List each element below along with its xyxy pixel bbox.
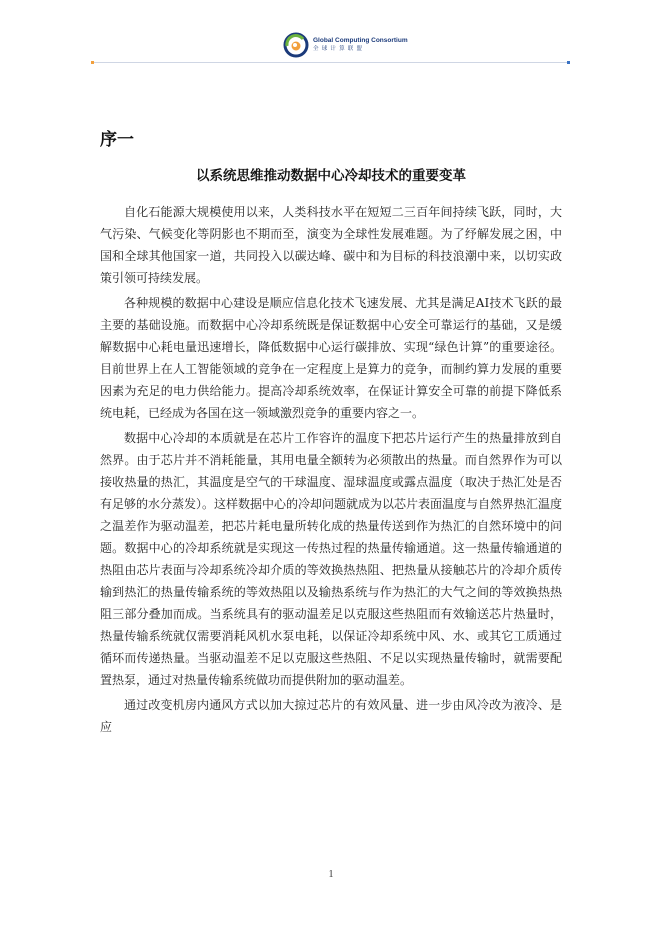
header-divider-left-accent: [91, 61, 94, 64]
paragraph: 自化石能源大规模使用以来，人类科技水平在短短二三百年间持续飞跃，同时，大气污染、气候变化等阴影也不期而至，演变为全球性发展难题。为了纾解发展之困，中国和全球其他国家一道，共同投入以碳达峰、碳中和为目标的科技浪潮中来，以切实政策引领可持续发展。: [100, 205, 562, 285]
paragraph: 数据中心冷却的本质就是在芯片工作容许的温度下把芯片运行产生的热量排放到自然界。由于芯片并不消耗能量，其用电量全额转为必须散出的热量。而自然界作为可以接收热量的热汇，其温度是空气的干球温度、湿球温度或露点温度（取决于热汇处是否有足够的水分蒸发）。这样数据中心的冷却问题就成为以芯片表面温度与自然界热汇温度之温差作为驱动温差，把芯片耗电量所转化成的热量传送到作为热汇的自然环境中的问题。数据中心的冷却系统就是实现这一传热过程的热量传输通道。这一热量传输通道的热阻由芯片表面与冷却系统冷却介质的等效换热热阻、把热量从接触芯片的冷却介质传输到热汇的热量传输系统的等效热阻以及输热系统与作为热汇的大气之间的等效换热热阻三部分叠加而成。当系统具有的驱动温差足以克服这些热阻而有效输送芯片热量时，热量传输系统就仅需要消耗风机水泵电耗，以保证冷却系统中风、水、或其它工质通过循环而传递热量。当驱动温差不足以克服这些热阻、不足以实现热量传输时，就需要配置热泵，通过对热量传输系统做功而提供附加的驱动温差。: [100, 431, 563, 687]
body-text: [100, 201, 562, 741]
document-title: 以系统思维推动数据中心冷却技术的重要变革: [196, 168, 466, 184]
logo-english-name: Global Computing Consortium: [313, 36, 408, 44]
paragraph: 通过改变机房内通风方式以加大掠过芯片的有效风量、进一步由风冷改为液冷、是应: [100, 698, 562, 734]
header-divider-right-accent: [567, 61, 570, 64]
section-heading: 序一: [100, 130, 134, 150]
header-divider: [92, 62, 570, 63]
header-logo: [283, 32, 408, 58]
logo-text: [313, 38, 408, 53]
gcc-logo-icon: [283, 32, 309, 58]
paragraph: 各种规模的数据中心建设是顺应信息化技术飞速发展、尤其是满足AI技术飞跃的最主要的基础设施。而数据中心冷却系统既是保证数据中心安全可靠运行的基础，又是缓解数据中心耗电量迅速增长，降低数据中心运行碳排放、实现“绿色计算”的重要途径。目前世界上在人工智能领域的竞争在一定程度上是算力的竞争，而制约算力发展的重要因素为充足的电力供给能力。提高冷却系统效率，在保证计算安全可靠的前提下降低系统电耗，已经成为各国在这一领域激烈竞争的重要内容之一。: [100, 296, 562, 420]
page-number: 1: [328, 869, 334, 880]
logo-chinese-name: 全球计算联盟: [313, 46, 366, 52]
